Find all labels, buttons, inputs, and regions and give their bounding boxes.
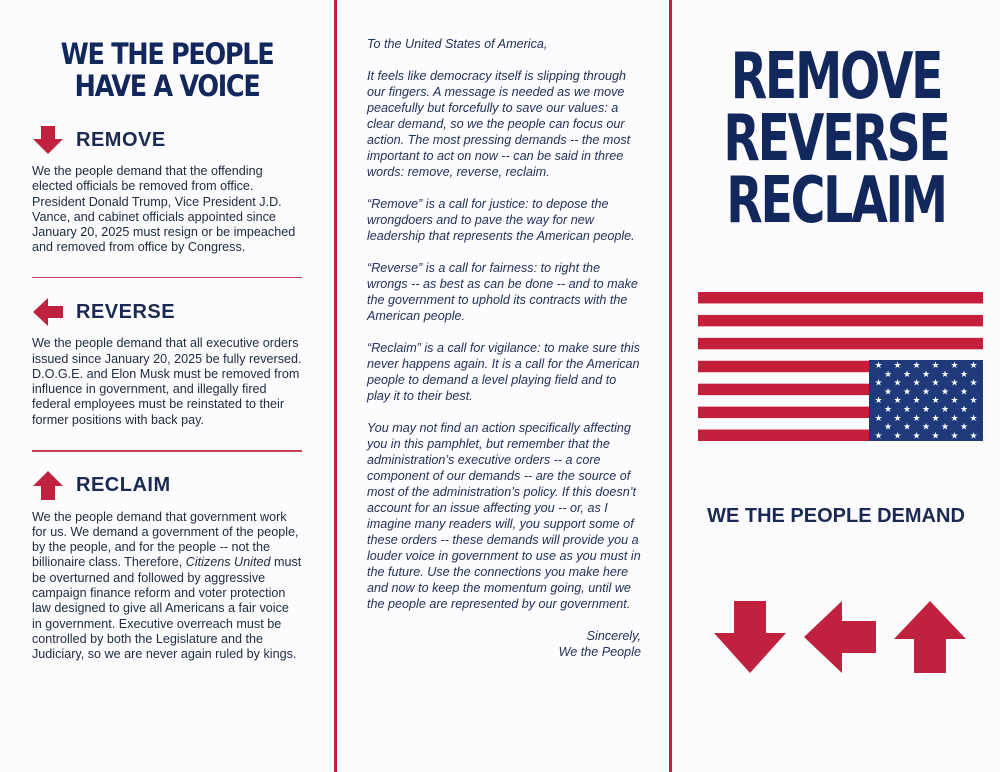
flag-stripe [698, 338, 983, 349]
flag-star: ★ [874, 431, 883, 441]
flag-star: ★ [969, 396, 978, 407]
flag-stripe [698, 292, 983, 303]
cover-title-line2: REVERSE [723, 102, 949, 176]
flag-star: ★ [893, 431, 902, 441]
flag-star: ★ [931, 431, 940, 441]
flag-star: ★ [950, 396, 959, 407]
flag-star: ★ [883, 422, 893, 433]
arrow-left-icon [804, 601, 876, 673]
flag-star: ★ [921, 422, 931, 433]
letter-paragraph-1: It feels like democracy itself is slipping through our fingers. A message is needed as we move peacefully but forcefully to save our values: a clear demand, so we the people can focus our action. The most pressing demands -- the most important to act on now -- can be said in three words: remove, reverse, reclaim. [367, 69, 631, 179]
flag-star: ★ [893, 361, 902, 371]
section-divider [32, 450, 302, 452]
flag-star: ★ [959, 387, 969, 398]
us-flag-upside-down-icon [698, 292, 983, 441]
flag-star: ★ [893, 378, 902, 389]
right-panel [672, 0, 1000, 772]
flag-star: ★ [921, 405, 931, 415]
flag-star: ★ [902, 422, 912, 433]
flag-star: ★ [874, 361, 883, 371]
panel-title [48, 38, 286, 102]
flag-star: ★ [912, 378, 921, 389]
flag-star: ★ [883, 405, 893, 415]
reverse-section-header [32, 294, 302, 330]
flag-stripe [698, 315, 983, 326]
letter-closing: Sincerely, [586, 629, 641, 643]
flag-star: ★ [969, 361, 978, 371]
flag-star: ★ [883, 387, 893, 398]
flag-star: ★ [921, 387, 931, 398]
flag-star: ★ [969, 413, 978, 424]
letter [367, 36, 641, 612]
reclaim-body-end: must be overturned and followed by aggressive campaign finance reform and voter protection law designed to give all Americans a fair voice in government. Executive overreach must be controlled by both the Legislature and the Judiciary, so we are never again ruled by kings. [32, 555, 302, 662]
flag-star: ★ [940, 422, 950, 433]
flag-star: ★ [931, 413, 940, 424]
panel-title-line1: WE THE PEOPLE [60, 37, 274, 71]
flag-star: ★ [959, 422, 969, 433]
flag-star: ★ [874, 378, 883, 389]
reclaim-body-start: We the people demand that government work for us. We demand a government of the people, by the people, and for the people -- not the billionaire class. Therefore, [32, 509, 299, 570]
reverse-body: We the people demand that all executive orders issued since January 20, 2025 be fully reversed. D.O.G.E. and Elon Musk must be removed from influence in government, and illegally fired federal employees must be reinstated to their former positions with back pay. [32, 336, 302, 427]
flag-star: ★ [931, 361, 940, 371]
flag-star: ★ [969, 378, 978, 389]
flag-star: ★ [950, 378, 959, 389]
flag-star: ★ [902, 405, 912, 415]
letter-paragraph-4: “Reclaim” is a call for vigilance: to make sure this never happens again. It is a call for the American people to demand a level playing field and to play it to their best. [367, 341, 640, 403]
flag-star: ★ [931, 396, 940, 407]
remove-section-header [32, 122, 302, 158]
reverse-title: REVERSE [76, 300, 176, 323]
flag-star: ★ [940, 369, 950, 380]
remove-body: We the people demand that the offending elected officials be removed from office. President Donald Trump, Vice President J.D. Vance, and cabinet officials appointed since January 20, 2025 must resign or be impeached and removed from office by Congress. [32, 164, 296, 255]
cover-title-line3: RECLAIM [726, 164, 946, 238]
arrow-up-icon [894, 601, 966, 673]
flag-star: ★ [893, 396, 902, 407]
reclaim-body [32, 510, 302, 663]
flag-star: ★ [921, 369, 931, 380]
flag-star: ★ [883, 369, 893, 380]
demand-heading: WE THE PEOPLE DEMAND [707, 505, 965, 527]
flag-star: ★ [912, 361, 921, 371]
flag-star: ★ [950, 413, 959, 424]
letter-greeting: To the United States of America, [367, 37, 548, 51]
flag-star: ★ [969, 431, 978, 441]
letter-paragraph-3: “Reverse” is a call for fairness: to right the wrongs -- as best as can be done -- and to make the government to uphold its contracts with the American people. [367, 261, 638, 323]
letter-paragraph-5: You may not find an action specifically affecting you in this pamphlet, but remember that the administration’s executive orders -- a core component of our demands -- are the source of most of the administration’s policy. If this doesn’t account for an issue affecting you -- or, as I imagine many readers will, you support some of these orders -- these demands will provide you a louder voice in government to use as you must in the future. Use the connections you make here and now to keep the momentum going, until we the people are represented by our government. [367, 421, 641, 611]
cover-title [672, 40, 1000, 238]
section-divider [32, 277, 302, 279]
flag-star: ★ [940, 405, 950, 415]
flag-star: ★ [950, 431, 959, 441]
flag-star: ★ [931, 378, 940, 389]
left-panel [0, 0, 334, 772]
flag-star: ★ [893, 413, 902, 424]
flag-star: ★ [912, 396, 921, 407]
flag-star: ★ [874, 413, 883, 424]
flag-star: ★ [902, 387, 912, 398]
arrow-up-icon [32, 470, 64, 502]
arrow-down-icon [32, 124, 64, 156]
flag-star: ★ [950, 361, 959, 371]
letter-signature: We the People [558, 645, 641, 659]
reclaim-section-header [32, 468, 302, 504]
flag-star: ★ [902, 369, 912, 380]
letter-paragraph-2: “Remove” is a call for justice: to depose the wrongdoers and to pave the way for new leadership that represents the American people. [367, 197, 635, 243]
flag-star: ★ [912, 413, 921, 424]
reclaim-title: RECLAIM [76, 474, 171, 497]
flag-star: ★ [874, 396, 883, 407]
remove-title: REMOVE [76, 128, 166, 151]
panel-title-line2: HAVE A VOICE [74, 69, 260, 103]
flag-star: ★ [940, 387, 950, 398]
arrow-down-icon [714, 601, 786, 673]
arrow-left-icon [32, 296, 64, 328]
flag-star: ★ [912, 431, 921, 441]
flag-star: ★ [959, 405, 969, 415]
flag-star: ★ [959, 369, 969, 380]
middle-panel [337, 0, 669, 772]
cover-title-line1: REMOVE [730, 40, 942, 114]
citizens-united-text: Citizens United [185, 555, 271, 570]
